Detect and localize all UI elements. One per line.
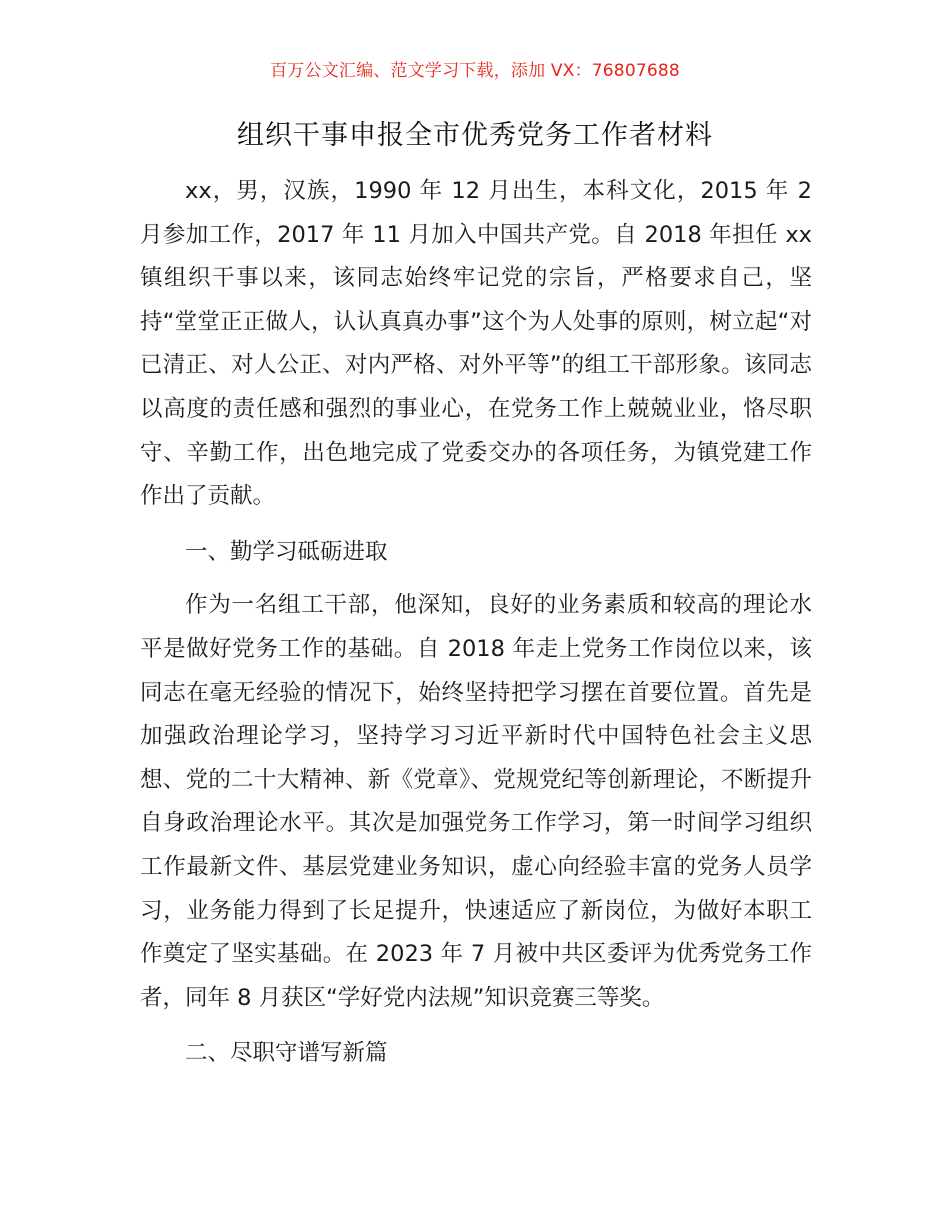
section-2-heading: 二、尽职守谱写新篇 xyxy=(185,1040,388,1067)
document-body xyxy=(140,170,812,1086)
document-title: 组织干事申报全市优秀党务工作者材料 xyxy=(237,120,713,151)
intro-paragraph: xx，男，汉族，1990 年 12 月出生，本科文化，2015 年 2 月参加工作，2017 年 11 月加入中国共产党。自 2018 年担任 xx 镇组织干事以来，该同志始终牢记党的宗旨，严格要求自己，坚持“堂堂正正做人，认认真真办事”这个为人处事的原则，树立起“对已清正、对人公正、对内严格、对外平等”的组工干部形象。该同志以高度的责任感和强烈的事业心，在党务工作上兢兢业业，恪尽职守、辛勤工作，出色地完成了党委交办的各项任务，为镇党建工作作出了贡献。 xyxy=(140,178,812,510)
section-1-paragraph: 作为一名组工干部，他深知，良好的业务素质和较高的理论水平是做好党务工作的基础。自 2018 年走上党务工作岗位以来，该同志在毫无经验的情况下，始终坚持把学习摆在首要位置。首先是加强政治理论学习，坚持学习习近平新时代中国特色社会主义思想、党的二十大精神、新《党章》、党规党纪等创新理论，不断提升自身政治理论水平。其次是加强党务工作学习，第一时间学习组织工作最新文件、基层党建业务知识，虚心向经验丰富的党务人员学习，业务能力得到了长足提升，快速适应了新岗位，为做好本职工作奠定了坚实基础。在 2023 年 7 月被中共区委评为优秀党务工作者，同年 8 月获区“学好党内法规”知识竞赛三等奖。 xyxy=(140,592,812,1011)
section-1-heading: 一、勤学习砥砺进取 xyxy=(185,538,388,565)
header-banner: 百万公文汇编、范文学习下载，添加 VX：76807688 xyxy=(270,61,680,81)
